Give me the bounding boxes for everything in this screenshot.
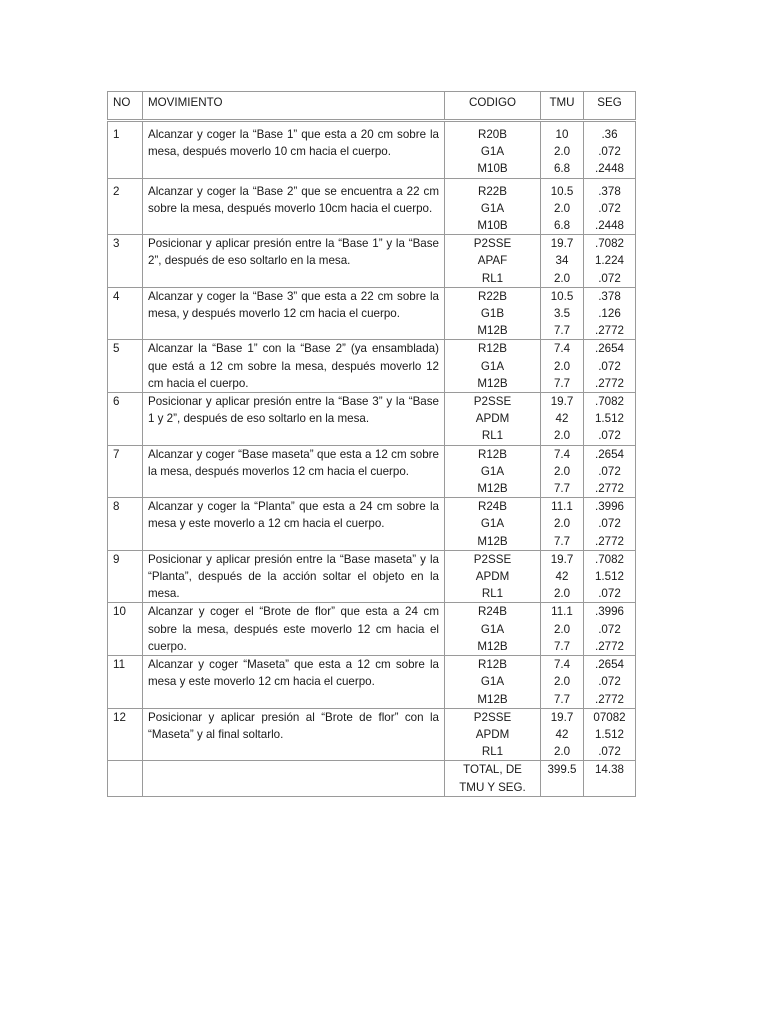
table-row [108,235,636,288]
code-value: R22B [477,289,507,303]
seg-value: .2654 [594,447,624,461]
tmu-value: 2.0 [553,517,571,531]
seg-value: .2448 [594,162,624,176]
tmu-value: 19.7 [550,237,574,251]
table-row [108,287,636,340]
tmu-value: 2.0 [553,429,571,443]
code-cell [445,235,541,288]
header-movimiento: MOVIMIENTO [143,92,445,121]
movements-table [107,91,636,797]
table-row [108,393,636,446]
seg-cell [584,340,636,393]
tmu-value: 2.0 [553,745,571,759]
seg-value: .7082 [594,237,624,251]
code-value: R22B [477,184,507,198]
tmu-value: 2.0 [553,587,571,601]
code-cell [445,603,541,656]
tmu-cell [541,603,584,656]
tmu-value: 7.7 [553,376,571,390]
table-row [108,603,636,656]
code-value: P2SSE [473,710,512,724]
row-number: 7 [108,445,143,498]
seg-value: 1.224 [594,254,624,268]
code-value: G1A [480,464,505,478]
tmu-value: 19.7 [550,710,574,724]
table-row [108,445,636,498]
code-value: APDM [475,412,510,426]
seg-value: 1.512 [594,570,624,584]
tmu-value: 7.7 [553,482,571,496]
seg-value: .072 [598,201,621,215]
seg-value: .2654 [594,658,624,672]
code-cell [445,550,541,603]
seg-value: .072 [598,271,621,285]
tmu-value: 2.0 [553,145,571,159]
code-value: R20B [477,128,507,141]
tmu-cell [541,498,584,551]
seg-value: .072 [598,517,621,531]
seg-cell [584,393,636,446]
total-label-line: TOTAL, DE [463,763,522,777]
seg-value: .072 [598,622,621,636]
code-value: RL1 [481,429,504,443]
table-row [108,498,636,551]
code-value: M12B [477,692,508,706]
seg-value: 07082 [593,710,626,724]
seg-value: .2772 [594,639,624,653]
code-value: RL1 [481,587,504,601]
tmu-value: 2.0 [553,359,571,373]
code-value: G1A [480,201,505,215]
code-cell [445,340,541,393]
movement-description: Alcanzar y coger la “Base 1” que esta a 20 cm sobre la mesa, después moverlo 10 cm hacia el cuerpo. [143,121,445,179]
tmu-cell [541,656,584,709]
tmu-value: 7.7 [553,324,571,338]
table-row [108,178,636,235]
code-cell [445,708,541,761]
seg-value: .126 [598,307,621,321]
seg-value: .7082 [594,552,624,566]
total-tmu: 399.5 [541,761,584,796]
total-label-line: TMU Y SEG. [459,780,526,794]
code-value: RL1 [481,271,504,285]
seg-value: .3996 [594,605,624,619]
seg-cell [584,178,636,235]
row-number: 12 [108,708,143,761]
seg-value: .2772 [594,376,624,390]
total-empty-movimiento [143,761,445,796]
tmu-value: 34 [555,254,569,268]
tmu-cell [541,550,584,603]
row-number: 4 [108,287,143,340]
total-row [108,761,636,796]
header-no: NO [108,92,143,121]
table-row [108,708,636,761]
tmu-value: 6.8 [553,219,571,233]
seg-value: .072 [598,464,621,478]
header-row [108,92,636,121]
tmu-value: 7.4 [553,658,571,672]
seg-cell [584,445,636,498]
code-value: G1A [480,622,505,636]
movement-description: Alcanzar y coger la “Base 2” que se encuentra a 22 cm sobre la mesa, después moverlo 10cm hacia el cuerpo. [143,178,445,235]
code-cell [445,656,541,709]
code-value: G1A [480,145,505,159]
row-number: 10 [108,603,143,656]
total-seg: 14.38 [584,761,636,796]
seg-value: .36 [601,128,618,141]
tmu-value: 42 [555,727,569,741]
seg-value: 1.512 [594,412,624,426]
seg-value: .3996 [594,500,624,514]
seg-value: .2772 [594,324,624,338]
row-number: 6 [108,393,143,446]
tmu-value: 6.8 [553,162,571,176]
header-seg: SEG [584,92,636,121]
code-value: APAF [477,254,508,268]
code-value: G1A [480,517,505,531]
seg-value: .072 [598,359,621,373]
tmu-value: 42 [555,570,569,584]
seg-cell [584,656,636,709]
tmu-value: 7.7 [553,639,571,653]
code-value: APDM [475,570,510,584]
table-row [108,656,636,709]
movement-description: Alcanzar y coger la “Planta” que esta a 24 cm sobre la mesa y este moverlo a 12 cm hacia el cuerpo. [143,498,445,551]
row-number: 1 [108,121,143,179]
tmu-cell [541,445,584,498]
seg-value: .378 [598,289,621,303]
tmu-value: 7.7 [553,692,571,706]
movement-description: Alcanzar y coger “Base maseta” que esta a 12 cm sobre la mesa, después moverlos 12 cm hacia el cuerpo. [143,445,445,498]
seg-value: .2772 [594,482,624,496]
movement-description: Posicionar y aplicar presión entre la “Base 1” y la “Base 2”, después de eso soltarlo en la mesa. [143,235,445,288]
seg-cell [584,603,636,656]
code-value: RL1 [481,745,504,759]
tmu-value: 10.5 [550,289,574,303]
seg-cell [584,550,636,603]
seg-value: .2772 [594,692,624,706]
seg-value: .378 [598,184,621,198]
movement-description: Posicionar y aplicar presión al “Brote de flor” con la “Maseta” y al final soltarlo. [143,708,445,761]
code-value: R12B [477,658,507,672]
seg-value: .2772 [594,534,624,548]
code-value: M12B [477,376,508,390]
code-value: P2SSE [473,395,512,409]
row-number: 2 [108,178,143,235]
code-cell [445,393,541,446]
code-value: R24B [477,605,507,619]
tmu-cell [541,178,584,235]
code-value: R12B [477,447,507,461]
total-label [445,761,541,796]
tmu-value: 7.7 [553,534,571,548]
movement-description: Alcanzar y coger “Maseta” que esta a 12 cm sobre la mesa y este moverlo 12 cm hacia el cuerpo. [143,656,445,709]
tmu-value: 19.7 [550,395,574,409]
tmu-cell [541,121,584,179]
code-value: M12B [477,534,508,548]
code-value: R24B [477,500,507,514]
code-value: G1A [480,675,505,689]
seg-value: .072 [598,587,621,601]
movement-description: Alcanzar la “Base 1” con la “Base 2” (ya ensamblada) que está a 12 cm sobre la mesa, después moverlo 12 cm hacia el cuerpo. [143,340,445,393]
movement-description: Posicionar y aplicar presión entre la “Base 3” y la “Base 1 y 2”, después de eso soltarlo en la mesa. [143,393,445,446]
tmu-value: 7.4 [553,447,571,461]
code-cell [445,121,541,179]
tmu-cell [541,287,584,340]
tmu-value: 2.0 [553,622,571,636]
seg-cell [584,498,636,551]
row-number: 5 [108,340,143,393]
code-value: APDM [475,727,510,741]
tmu-value: 3.5 [553,307,571,321]
row-number: 11 [108,656,143,709]
code-value: M12B [477,639,508,653]
seg-cell [584,708,636,761]
seg-cell [584,235,636,288]
seg-value: .072 [598,145,621,159]
tmu-value: 42 [555,412,569,426]
seg-value: .072 [598,429,621,443]
tmu-value: 11.1 [551,500,573,514]
seg-value: .072 [598,675,621,689]
movement-description: Alcanzar y coger el “Brote de flor” que esta a 24 cm sobre la mesa, después este moverlo 12 cm hacia el cuerpo. [143,603,445,656]
tmu-cell [541,235,584,288]
tmu-value: 11.1 [551,605,573,619]
header-tmu: TMU [541,92,584,121]
tmu-value: 10 [555,128,569,141]
tmu-value: 10.5 [550,184,574,198]
code-cell [445,178,541,235]
code-value: R12B [477,342,507,356]
movement-description: Alcanzar y coger la “Base 3” que esta a 22 cm sobre la mesa, y después moverlo 12 cm hacia el cuerpo. [143,287,445,340]
tmu-value: 7.4 [553,342,571,356]
code-value: M12B [477,482,508,496]
table-row [108,121,636,179]
tmu-value: 2.0 [553,675,571,689]
code-value: M12B [477,324,508,338]
seg-value: .2654 [594,342,624,356]
seg-value: .2448 [594,219,624,233]
code-cell [445,445,541,498]
code-value: P2SSE [473,237,512,251]
code-value: M10B [477,219,508,233]
code-cell [445,287,541,340]
seg-value: .072 [598,745,621,759]
total-empty-no [108,761,143,796]
tmu-value: 2.0 [553,464,571,478]
code-value: G1A [480,359,505,373]
seg-value: .7082 [594,395,624,409]
row-number: 9 [108,550,143,603]
seg-cell [584,121,636,179]
seg-value: 1.512 [594,727,624,741]
tmu-value: 2.0 [553,271,571,285]
seg-cell [584,287,636,340]
table-row [108,550,636,603]
code-cell [445,498,541,551]
row-number: 3 [108,235,143,288]
row-number: 8 [108,498,143,551]
tmu-cell [541,393,584,446]
movement-description: Posicionar y aplicar presión entre la “Base maseta” y la “Planta”, después de la acción soltar el objeto en la mesa. [143,550,445,603]
tmu-cell [541,340,584,393]
code-value: G1B [480,307,505,321]
tmu-value: 2.0 [553,201,571,215]
code-value: P2SSE [473,552,512,566]
tmu-cell [541,708,584,761]
header-codigo: CODIGO [445,92,541,121]
table-row [108,340,636,393]
code-value: M10B [477,162,508,176]
tmu-value: 19.7 [550,552,574,566]
